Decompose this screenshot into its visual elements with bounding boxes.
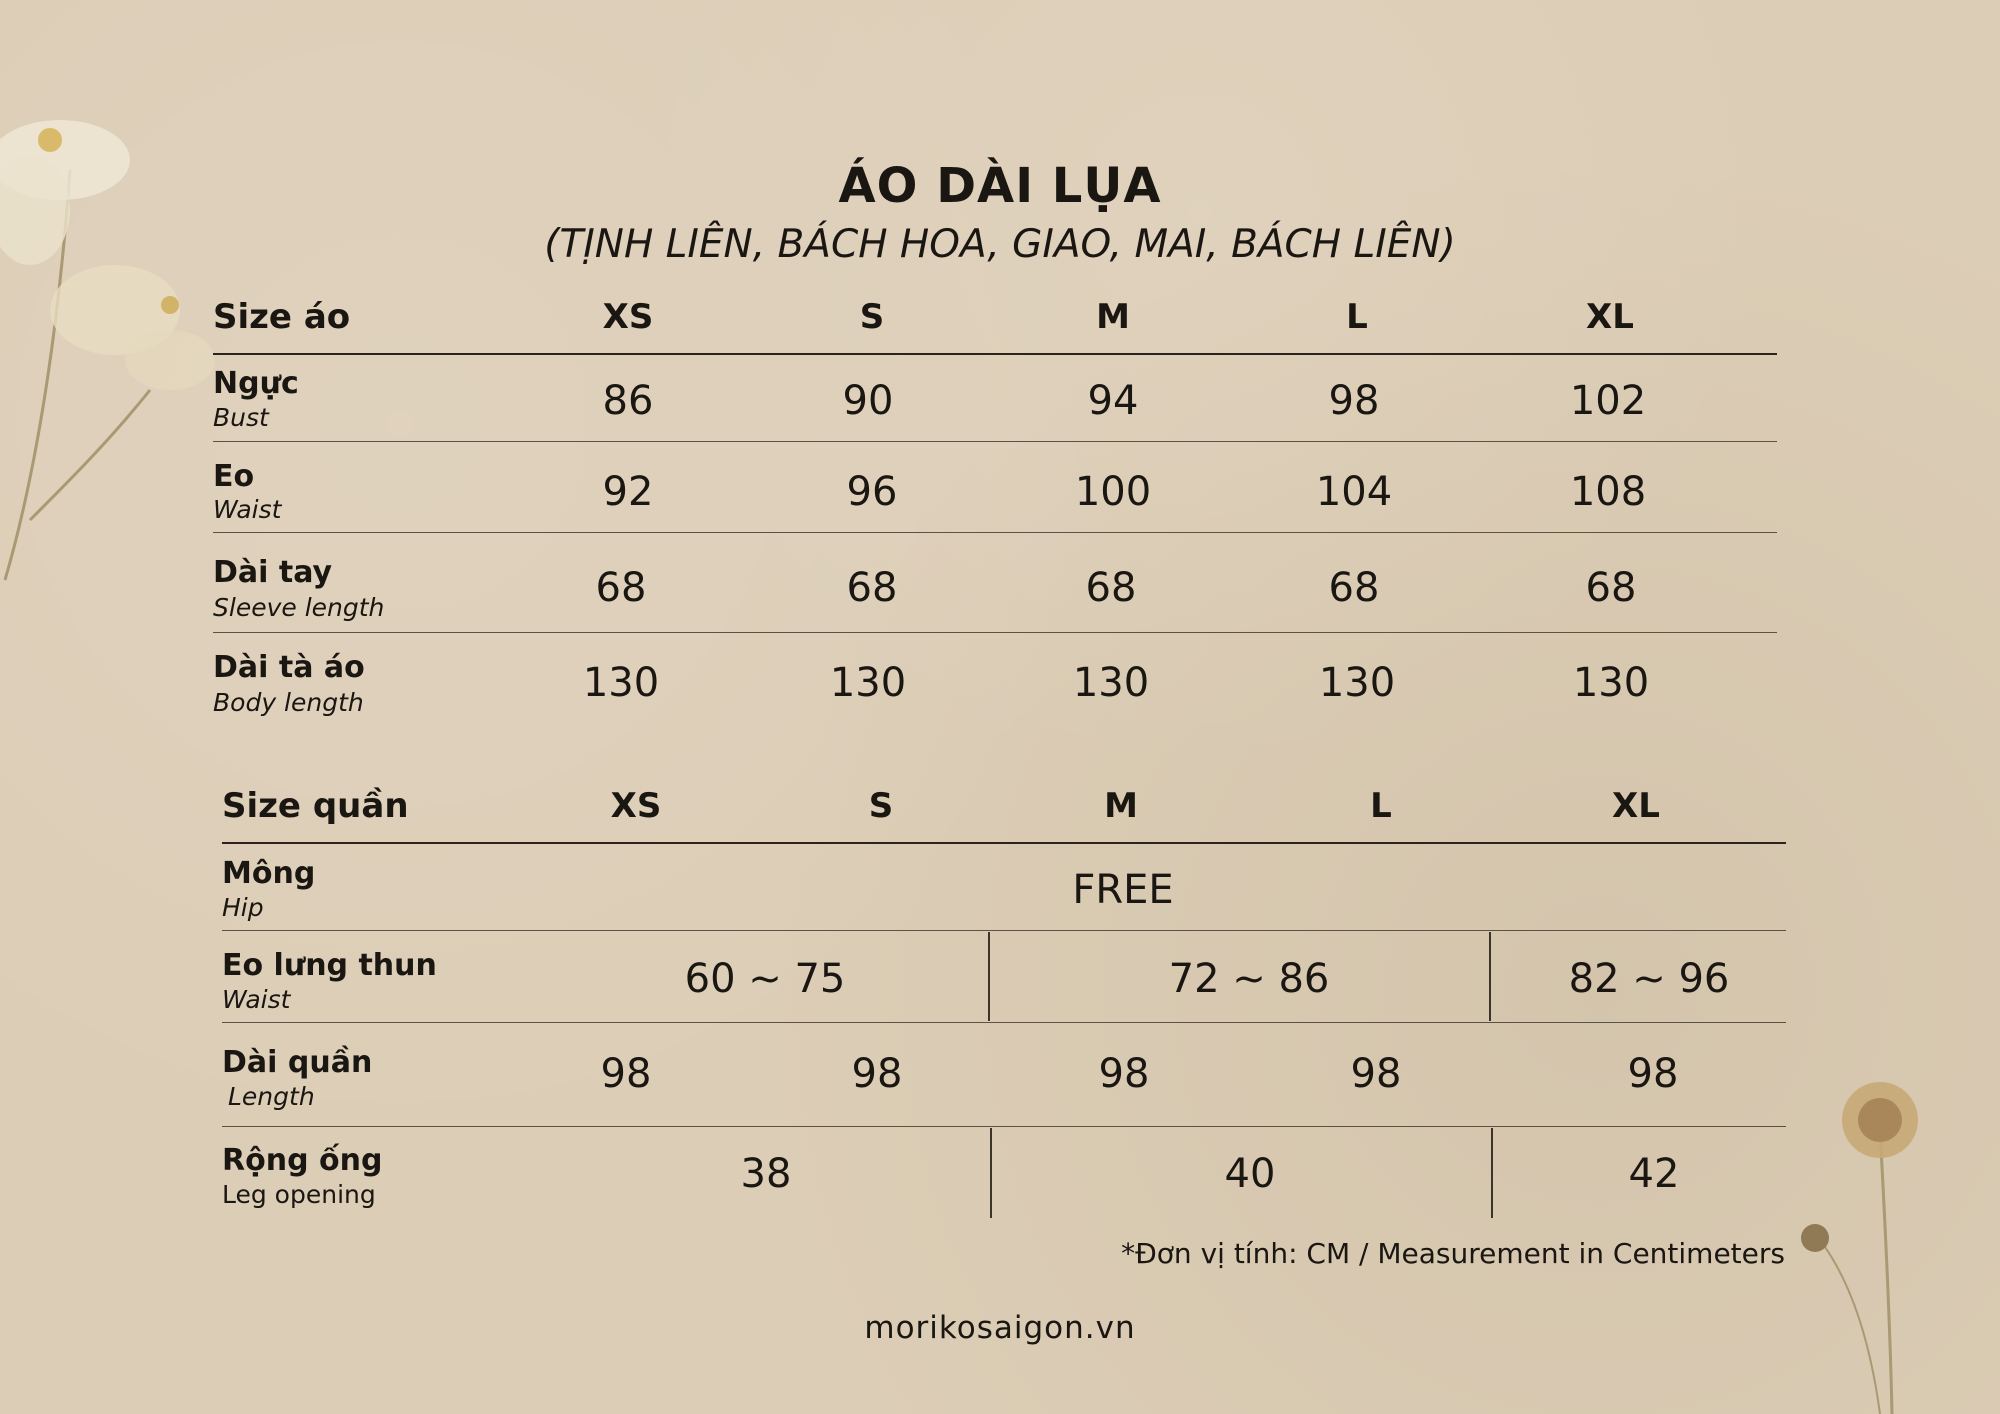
row-sub-hip: Hip: [222, 893, 264, 922]
bottom-row-rule: [222, 930, 1786, 931]
row-sub-waist: Waist: [213, 495, 282, 524]
cell-waist-m: 100: [1074, 469, 1152, 515]
row-sub-elastic-waist: Waist: [222, 985, 291, 1014]
row-label-hip: Mông: [222, 856, 316, 891]
cell-bust-xl: 102: [1569, 378, 1647, 424]
bottom-header-rule: [222, 842, 1786, 844]
column-divider: [1491, 1128, 1493, 1218]
row-sub-bust: Bust: [213, 403, 269, 432]
page-title: ÁO DÀI LỤA: [838, 158, 1162, 214]
cell-bust-m: 94: [1087, 378, 1139, 424]
top-row-rule: [213, 532, 1777, 533]
top-size-m: M: [1096, 297, 1130, 337]
cell-sleeve-xl: 68: [1585, 565, 1637, 611]
cell-elastic-waist-xl: 82 ~ 96: [1568, 956, 1730, 1002]
cell-sleeve-m: 68: [1085, 565, 1137, 611]
row-label-waist: Eo: [213, 459, 255, 494]
cell-waist-xl: 108: [1569, 469, 1647, 515]
cell-elastic-waist-xs-s: 60 ~ 75: [684, 956, 846, 1002]
cell-leg-opening-xl: 42: [1628, 1151, 1680, 1197]
dried-flower-right-icon: [1780, 1070, 2000, 1414]
cell-body-l: 130: [1318, 660, 1396, 706]
row-sub-body: Body length: [213, 688, 364, 717]
cell-length-l: 98: [1350, 1051, 1402, 1097]
row-label-bust: Ngực: [213, 366, 299, 401]
cell-waist-s: 96: [846, 469, 898, 515]
cell-bust-l: 98: [1328, 378, 1380, 424]
row-sub-sleeve: Sleeve length: [213, 593, 385, 622]
bottom-size-xs: XS: [610, 786, 662, 826]
cell-bust-xs: 86: [602, 378, 654, 424]
cell-hip-free: FREE: [1072, 867, 1174, 913]
top-size-xs: XS: [602, 297, 654, 337]
website-link[interactable]: morikosaigon.vn: [864, 1310, 1136, 1346]
bottom-table-header-label: Size quần: [222, 786, 409, 826]
cell-sleeve-s: 68: [846, 565, 898, 611]
bottom-size-m: M: [1104, 786, 1138, 826]
dried-flower-left-icon: [0, 60, 260, 620]
cell-bust-s: 90: [842, 378, 894, 424]
cell-waist-l: 104: [1315, 469, 1393, 515]
cell-body-m: 130: [1072, 660, 1150, 706]
row-label-sleeve: Dài tay: [213, 555, 333, 590]
top-size-l: L: [1346, 297, 1368, 337]
cell-body-s: 130: [829, 660, 907, 706]
cell-length-m: 98: [1098, 1051, 1150, 1097]
page-subtitle: (TỊNH LIÊN, BÁCH HOA, GIAO, MAI, BÁCH LIÊN): [544, 222, 1456, 267]
cell-body-xl: 130: [1572, 660, 1650, 706]
cell-length-s: 98: [851, 1051, 903, 1097]
row-sub-leg-opening: Leg opening: [222, 1180, 376, 1209]
bottom-size-s: S: [868, 786, 894, 826]
bottom-size-l: L: [1370, 786, 1392, 826]
top-table-header-label: Size áo: [213, 297, 351, 337]
measurement-note: *Đơn vị tính: CM / Measurement in Centimeters: [1121, 1237, 1785, 1270]
top-row-rule: [213, 441, 1777, 442]
row-sub-length: Length: [228, 1082, 315, 1111]
bottom-row-rule: [222, 1126, 1786, 1127]
cell-waist-xs: 92: [602, 469, 654, 515]
top-header-rule: [213, 353, 1777, 355]
top-size-xl: XL: [1586, 297, 1634, 337]
cell-elastic-waist-m-l: 72 ~ 86: [1168, 956, 1330, 1002]
column-divider: [990, 1128, 992, 1218]
row-label-body: Dài tà áo: [213, 650, 365, 685]
cell-leg-opening-xs-s: 38: [740, 1151, 792, 1197]
column-divider: [988, 932, 990, 1021]
row-label-elastic-waist: Eo lưng thun: [222, 948, 437, 983]
bottom-row-rule: [222, 1022, 1786, 1023]
top-row-rule: [213, 632, 1777, 633]
column-divider: [1489, 932, 1491, 1021]
cell-length-xl: 98: [1627, 1051, 1679, 1097]
row-label-leg-opening: Rộng ống: [222, 1143, 383, 1178]
cell-leg-opening-m-l: 40: [1224, 1151, 1276, 1197]
bottom-size-xl: XL: [1612, 786, 1660, 826]
top-size-s: S: [859, 297, 885, 337]
cell-sleeve-xs: 68: [595, 565, 647, 611]
cell-body-xs: 130: [582, 660, 660, 706]
cell-sleeve-l: 68: [1328, 565, 1380, 611]
row-label-length: Dài quần: [222, 1045, 373, 1080]
cell-length-xs: 98: [600, 1051, 652, 1097]
